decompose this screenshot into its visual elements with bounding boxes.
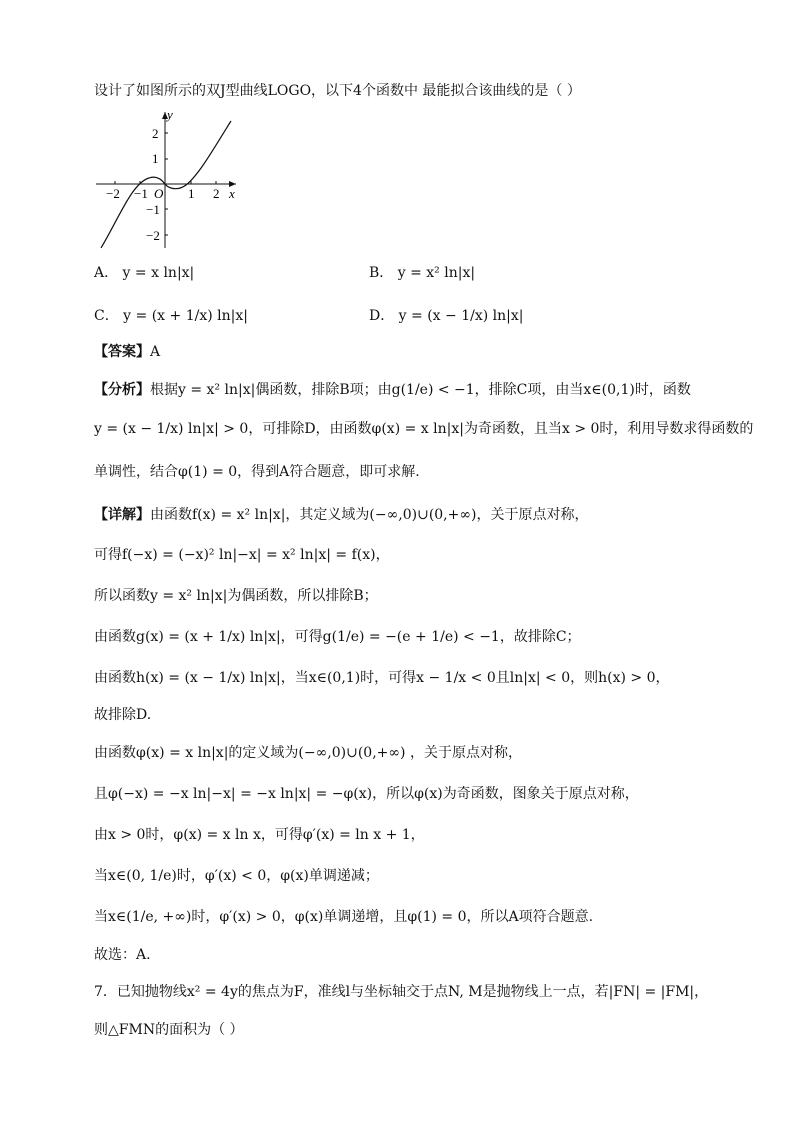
detail-text: 由x > 0时，φ(x) = x ln x，可得φ′(x) = ln x + 1， — [94, 827, 425, 843]
y-tick-label: 2 — [152, 126, 159, 141]
detail-text: 故选：A. — [94, 947, 151, 963]
detail-text: 故排除D. — [94, 707, 152, 723]
x-tick-label: −2 — [106, 186, 120, 201]
question-7-text: 则△FMN的面积为（ ） — [94, 1022, 244, 1038]
option-c: C． y = (x + 1/x) ln|x| — [94, 308, 248, 324]
question-7-text: 7．已知抛物线x² = 4y的焦点为F，准线l与坐标轴交于点N, M是抛物线上一点，若|FN| = |FM|， — [94, 984, 709, 1000]
answer-tag: 【答案】 — [94, 344, 150, 360]
function-graph — [94, 108, 244, 253]
origin-label: O — [154, 186, 164, 201]
option-a: A． y = x ln|x| — [94, 265, 195, 281]
x-tick-label: −1 — [134, 186, 148, 201]
option-d: D． y = (x − 1/x) ln|x| — [369, 308, 524, 324]
answer-value: A — [150, 344, 161, 360]
analysis-tag: 【分析】 — [94, 382, 150, 398]
y-tick-label: −2 — [146, 228, 160, 243]
x-tick-label: 1 — [188, 186, 195, 201]
question-stem: 设计了如图所示的双J型曲线LOGO，以下4个函数中 最能拟合该曲线的是（ ） — [94, 83, 581, 99]
detail-text: 由函数g(x) = (x + 1/x) ln|x|，可得g(1/e) = −(e + 1/e) < −1，故排除C； — [94, 629, 581, 645]
analysis-text: y = (x − 1/x) ln|x| > 0，可排除D，由函数φ(x) = x ln|x|为奇函数，且当x > 0时，利用导数求得函数的 — [94, 421, 754, 437]
detail-text: 可得f(−x) = (−x)² ln|−x| = x² ln|x| = f(x)， — [94, 547, 390, 563]
detail-text: 且φ(−x) = −x ln|−x| = −x ln|x| = −φ(x)，所以φ(x)为奇函数，图象关于原点对称， — [94, 786, 639, 802]
detail-text: 所以函数y = x² ln|x|为偶函数，所以排除B； — [94, 588, 378, 604]
analysis-line — [94, 380, 691, 400]
x-tick-label: 2 — [213, 186, 220, 201]
detail-text: 当x∈(1/e, +∞)时，φ′(x) > 0，φ(x)单调递增，且φ(1) = 0，所以A项符合题意. — [94, 909, 594, 925]
option-b: B． y = x² ln|x| — [369, 265, 476, 281]
answer-line — [94, 342, 160, 362]
x-axis-label: x — [229, 186, 235, 201]
y-axis-label: y — [167, 108, 173, 122]
y-tick-label: −1 — [146, 202, 160, 217]
detail-text: 当x∈(0, 1/e)时，φ′(x) < 0，φ(x)单调递减； — [94, 868, 379, 884]
detail-text: 由函数φ(x) = x ln|x|的定义域为(−∞,0)∪(0,+∞) ，关于原点对称， — [94, 745, 522, 761]
y-tick-label: 1 — [152, 151, 159, 166]
detail-text: 由函数f(x) = x² ln|x|，其定义域为(−∞,0)∪(0,+∞)，关于原点对称， — [150, 507, 589, 523]
analysis-text: 单调性，结合φ(1) = 0，得到A符合题意，即可求解. — [94, 464, 420, 480]
detail-text: 由函数h(x) = (x − 1/x) ln|x|，当x∈(0,1)时，可得x − 1/x < 0且ln|x| < 0，则h(x) > 0， — [94, 670, 670, 686]
detail-tag: 【详解】 — [94, 507, 150, 523]
analysis-text: 根据y = x² ln|x|偶函数，排除B项；由g(1/e) < −1，排除C项，由当x∈(0,1)时，函数 — [150, 382, 691, 398]
detail-line — [94, 505, 589, 525]
